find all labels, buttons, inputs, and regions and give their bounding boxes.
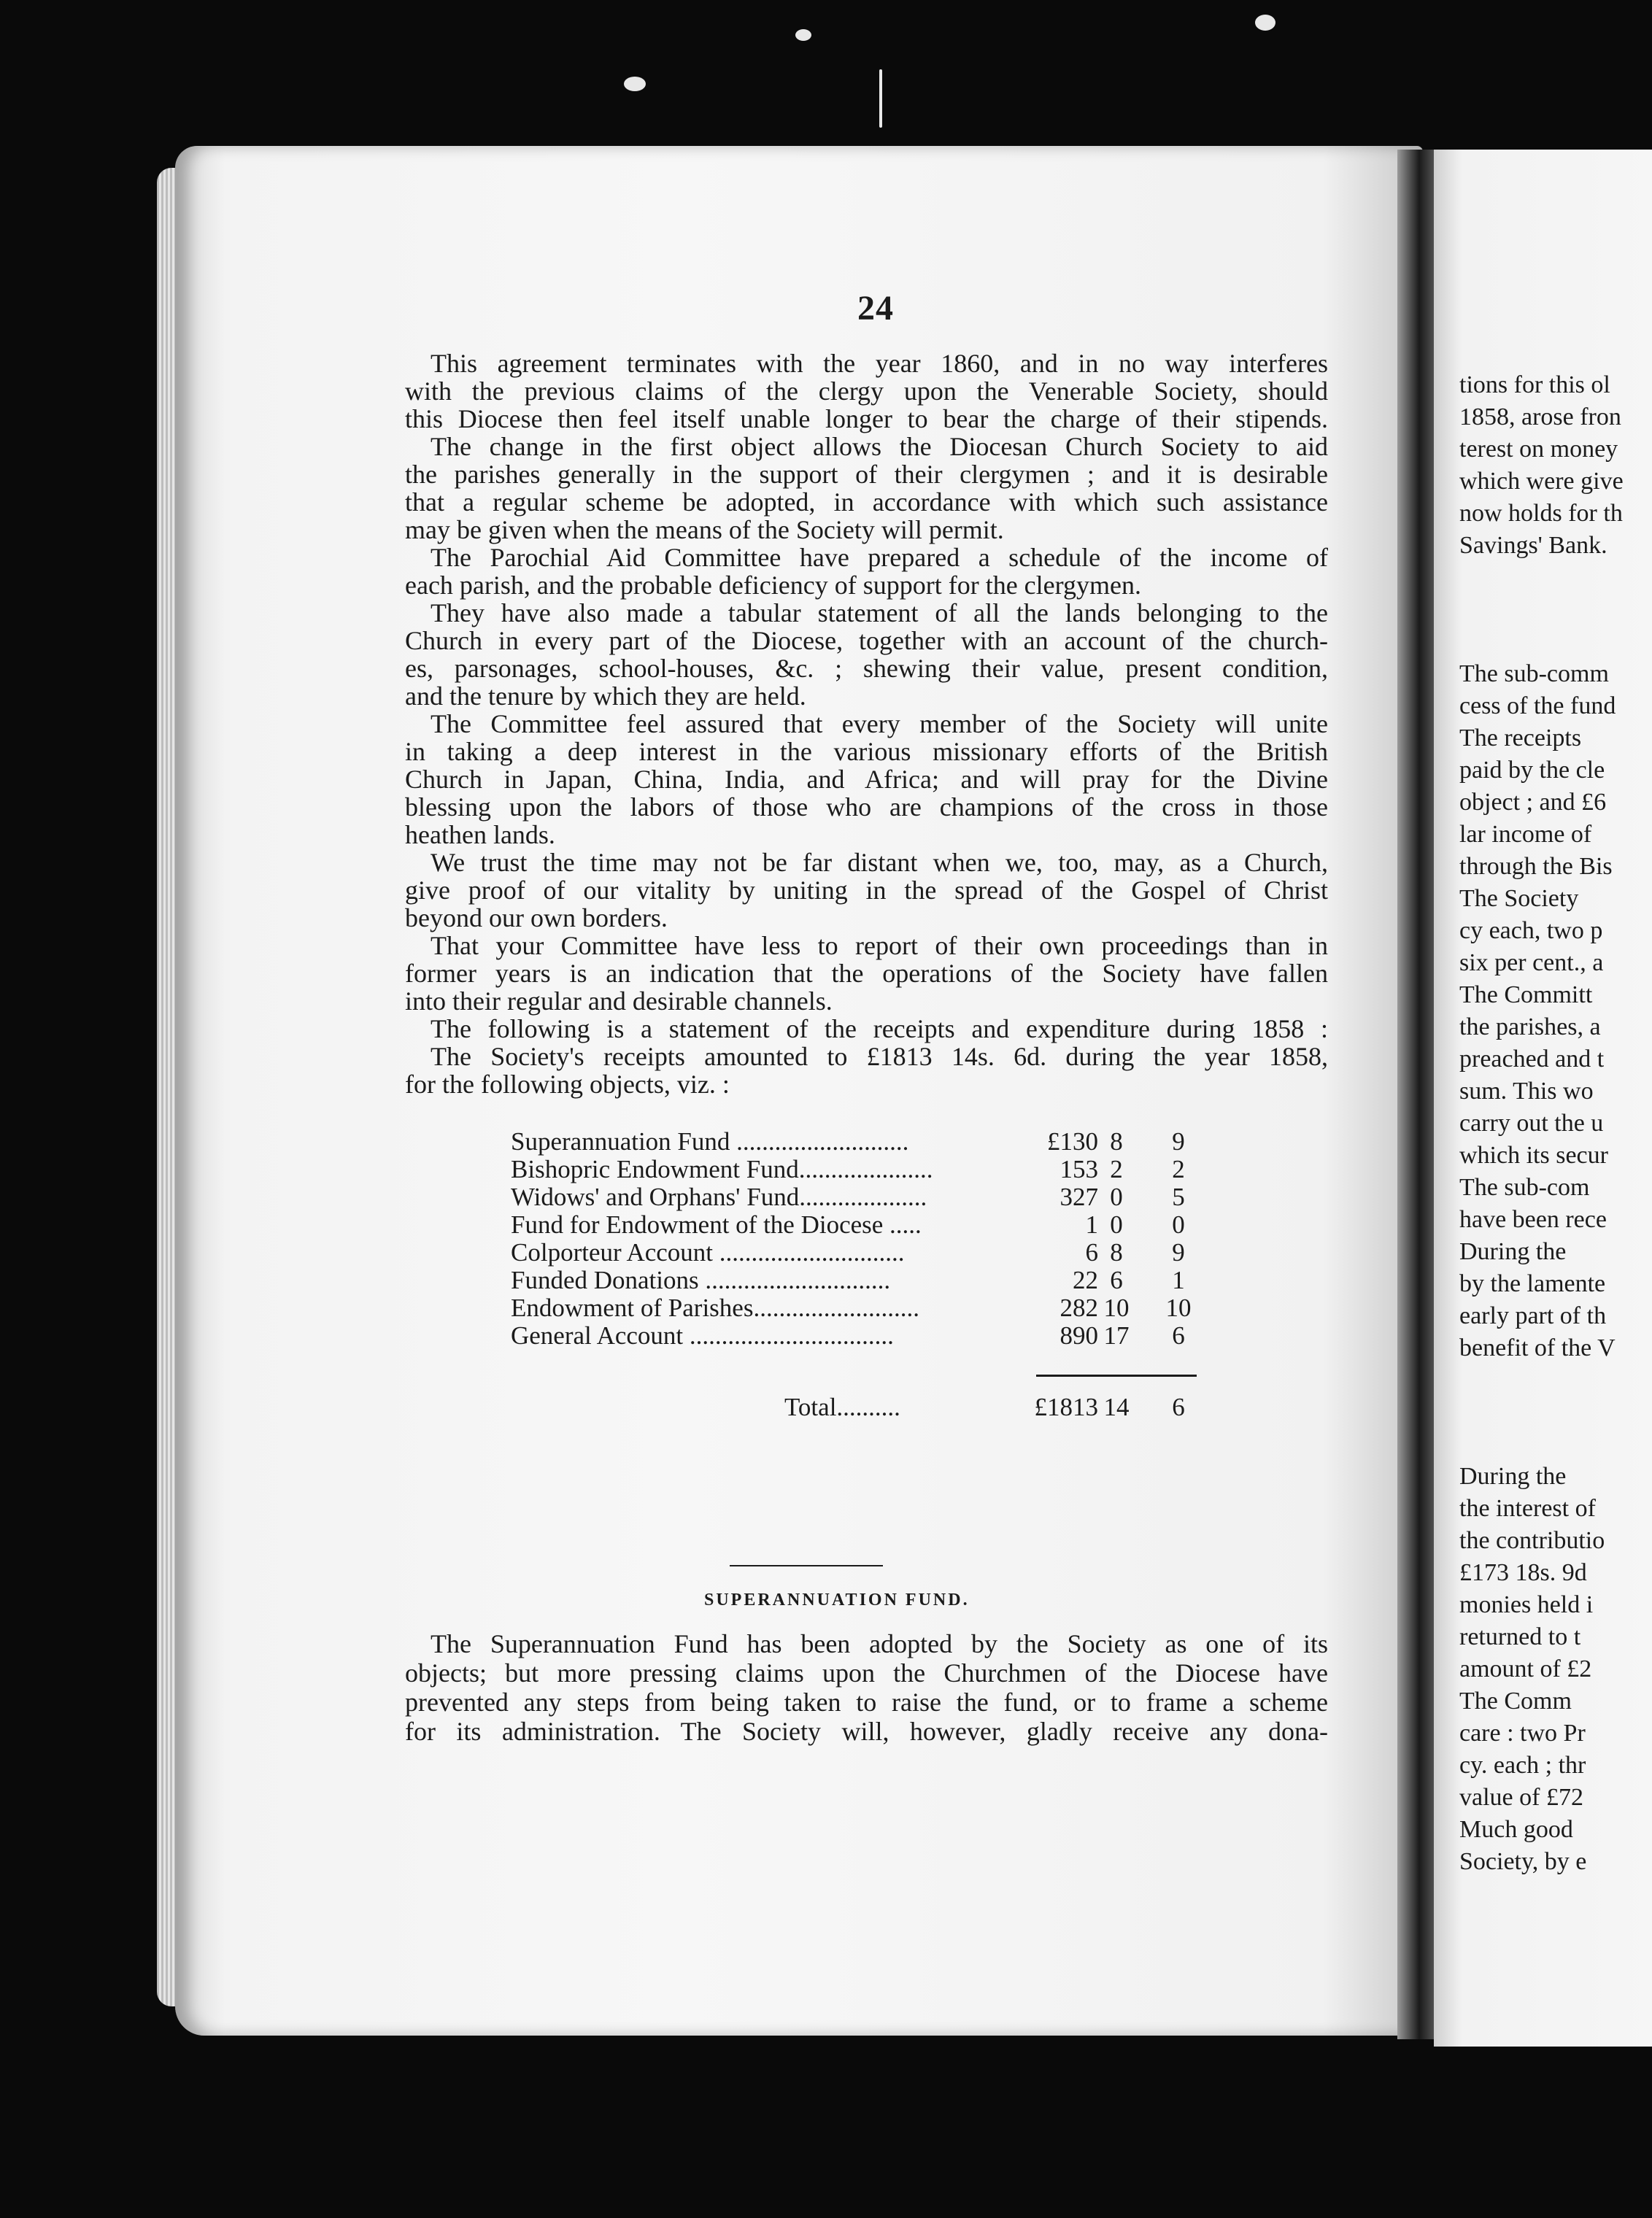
right-page-line: through the Bis xyxy=(1459,853,1613,880)
dust-speck xyxy=(795,29,811,41)
body-line: the parishes generally in the support of their clergymen ; and it is desirable xyxy=(405,460,1328,489)
receipt-label: Superannuation Fund ........................... xyxy=(511,1127,909,1156)
shillings-value: 8 xyxy=(1110,1238,1123,1267)
receipt-label: Endowment of Parishes.......................... xyxy=(511,1294,919,1322)
right-page-line: During the xyxy=(1459,1463,1567,1490)
shillings-value: 10 xyxy=(1103,1294,1130,1322)
body-line: The Committee feel assured that every member of the Society will unite xyxy=(431,709,1328,738)
section-line: The Superannuation Fund has been adopted by the Society as one of its xyxy=(431,1629,1328,1658)
right-page-line: Savings' Bank. xyxy=(1459,532,1607,559)
pence-value: 6 xyxy=(1172,1321,1185,1350)
body-line: Church in every part of the Diocese, together with an account of the church- xyxy=(405,626,1328,655)
right-page-line: which were give xyxy=(1459,468,1624,495)
pounds-value: 890 xyxy=(1059,1321,1098,1350)
shillings-value: 0 xyxy=(1110,1210,1123,1239)
body-line: give proof of our vitality by uniting in the spread of the Gospel of Christ xyxy=(405,876,1328,905)
pounds-value: £130 xyxy=(1047,1127,1098,1156)
right-page-line: carry out the u xyxy=(1459,1110,1604,1137)
right-page-line: cess of the fund xyxy=(1459,692,1616,719)
body-line: with the previous claims of the clergy upon the Venerable Society, should xyxy=(405,376,1328,406)
receipt-label: Bishopric Endowment Fund..................... xyxy=(511,1155,933,1183)
right-page-line: amount of £2 xyxy=(1459,1655,1592,1682)
receipt-label: Total.......... xyxy=(784,1393,900,1421)
section-heading: SUPERANNUATION FUND. xyxy=(704,1591,970,1610)
right-page-line: cy. each ; thr xyxy=(1459,1752,1586,1779)
right-page-line: Much good xyxy=(1459,1816,1573,1843)
right-page-line: which its secur xyxy=(1459,1142,1608,1169)
body-line: into their regular and desirable channels. xyxy=(405,986,833,1016)
right-page-line: £173 18s. 9d xyxy=(1459,1559,1587,1586)
right-page-line: the interest of xyxy=(1459,1495,1596,1522)
shillings-value: 6 xyxy=(1110,1266,1123,1294)
pence-value: 5 xyxy=(1172,1183,1185,1211)
pounds-value: 6 xyxy=(1085,1238,1098,1267)
dust-speck xyxy=(879,69,882,128)
receipt-row xyxy=(511,1294,1204,1320)
right-page-line: the parishes, a xyxy=(1459,1013,1601,1040)
right-page-line: The sub-com xyxy=(1459,1174,1590,1201)
body-line: may be given when the means of the Society will permit. xyxy=(405,515,1004,544)
body-line: former years is an indication that the operations of the Society have fallen xyxy=(405,959,1328,988)
right-page-line: lar income of xyxy=(1459,821,1592,848)
pence-value: 2 xyxy=(1172,1155,1185,1183)
right-page-line: terest on money xyxy=(1459,436,1618,463)
receipt-label: Fund for Endowment of the Diocese ..... xyxy=(511,1210,922,1239)
body-line: in taking a deep interest in the various missionary efforts of the British xyxy=(405,737,1328,766)
body-line: for the following objects, viz. : xyxy=(405,1070,730,1099)
receipt-row xyxy=(511,1266,1204,1292)
right-page-line: now holds for th xyxy=(1459,500,1623,527)
body-line: that a regular scheme be adopted, in accordance with which such assistance xyxy=(405,487,1328,517)
receipt-row xyxy=(511,1210,1204,1237)
pence-value: 10 xyxy=(1165,1294,1192,1322)
pounds-value: 1 xyxy=(1085,1210,1098,1239)
total-row xyxy=(784,1393,1204,1419)
pounds-value: 327 xyxy=(1059,1183,1098,1211)
dust-speck xyxy=(1255,15,1275,31)
receipt-label: Colporteur Account ............................. xyxy=(511,1238,905,1267)
right-page-line: value of £72 xyxy=(1459,1784,1583,1811)
section-line: for its administration. The Society will, however, gladly receive any dona- xyxy=(405,1717,1328,1746)
body-line: heathen lands. xyxy=(405,820,555,849)
body-line: The change in the first object allows the Diocesan Church Society to aid xyxy=(431,432,1328,461)
right-page-line: tions for this ol xyxy=(1459,371,1610,398)
receipt-row xyxy=(511,1238,1204,1267)
right-page-line: six per cent., a xyxy=(1459,949,1604,976)
sum-rule xyxy=(1036,1375,1197,1377)
body-line: each parish, and the probable deficiency of support for the clergymen. xyxy=(405,571,1141,600)
body-line: This agreement terminates with the year 1860, and in no way interferes xyxy=(431,349,1328,378)
right-page-line: paid by the cle xyxy=(1459,757,1605,784)
right-page-line: sum. This wo xyxy=(1459,1078,1594,1105)
body-line: this Diocese then feel itself unable longer to bear the charge of their stipends. xyxy=(405,404,1328,433)
right-page-line: returned to t xyxy=(1459,1623,1581,1650)
right-page-line: The Committ xyxy=(1459,981,1593,1008)
right-page-line: benefit of the V xyxy=(1459,1334,1616,1361)
right-page-line: The Society xyxy=(1459,885,1579,912)
pounds-value: 22 xyxy=(1073,1266,1098,1294)
pence-value: 1 xyxy=(1172,1266,1185,1294)
section-divider xyxy=(730,1565,883,1566)
body-line: That your Committee have less to report of their own proceedings than in xyxy=(431,931,1328,960)
receipt-row xyxy=(511,1127,1204,1154)
body-line: The Parochial Aid Committee have prepared a schedule of the income of xyxy=(431,543,1328,572)
receipt-row xyxy=(511,1155,1204,1181)
body-line: blessing upon the labors of those who are champions of the cross in those xyxy=(405,792,1328,822)
body-line: Church in Japan, China, India, and Africa; and will pray for the Divine xyxy=(405,765,1328,794)
body-line: They have also made a tabular statement of all the lands belonging to the xyxy=(431,598,1328,627)
pence-value: 9 xyxy=(1172,1127,1185,1156)
right-page-line: The receipts xyxy=(1459,724,1582,751)
shillings-value: 14 xyxy=(1103,1393,1130,1421)
right-page-line: The Comm xyxy=(1459,1688,1572,1715)
dust-speck xyxy=(624,77,646,91)
section-line: prevented any steps from being taken to raise the fund, or to frame a scheme xyxy=(405,1688,1328,1717)
shillings-value: 0 xyxy=(1110,1183,1123,1211)
pounds-value: £1813 xyxy=(1034,1393,1098,1421)
pounds-value: 153 xyxy=(1059,1155,1098,1183)
right-page-line: care : two Pr xyxy=(1459,1720,1586,1747)
right-page-line: The sub-comm xyxy=(1459,660,1609,687)
pence-value: 0 xyxy=(1172,1210,1185,1239)
shillings-value: 17 xyxy=(1103,1321,1130,1350)
right-page-line: have been rece xyxy=(1459,1206,1607,1233)
right-page-line: early part of th xyxy=(1459,1302,1607,1329)
right-page-line: cy each, two p xyxy=(1459,917,1603,944)
shillings-value: 8 xyxy=(1110,1127,1123,1156)
section-line: objects; but more pressing claims upon the Churchmen of the Diocese have xyxy=(405,1658,1328,1688)
body-line: We trust the time may not be far distant when we, too, may, as a Church, xyxy=(431,848,1328,877)
body-line: beyond our own borders. xyxy=(405,903,668,932)
receipt-label: General Account ................................ xyxy=(511,1321,894,1350)
pence-value: 9 xyxy=(1172,1238,1185,1267)
pence-value: 6 xyxy=(1172,1393,1185,1421)
receipt-row xyxy=(511,1183,1204,1209)
receipt-row xyxy=(511,1321,1204,1348)
right-page-line: 1858, arose fron xyxy=(1459,403,1621,430)
right-page-line: preached and t xyxy=(1459,1046,1605,1073)
page-number: 24 xyxy=(857,289,894,328)
receipt-label: Widows' and Orphans' Fund.................... xyxy=(511,1183,927,1211)
receipt-label: Funded Donations ............................. xyxy=(511,1266,891,1294)
body-line: The following is a statement of the receipts and expenditure during 1858 : xyxy=(431,1014,1328,1043)
right-page-line: During the xyxy=(1459,1238,1567,1265)
right-page-line: by the lamente xyxy=(1459,1270,1606,1297)
body-line: and the tenure by which they are held. xyxy=(405,681,806,711)
shillings-value: 2 xyxy=(1110,1155,1123,1183)
right-page-line: monies held i xyxy=(1459,1591,1594,1618)
right-page-line: Society, by e xyxy=(1459,1848,1587,1875)
body-line: es, parsonages, school-houses, &c. ; shewing their value, present condition, xyxy=(405,654,1328,683)
pounds-value: 282 xyxy=(1059,1294,1098,1322)
right-page-line: the contributio xyxy=(1459,1527,1605,1554)
right-page-line: object ; and £6 xyxy=(1459,789,1607,816)
body-line: The Society's receipts amounted to £1813 14s. 6d. during the year 1858, xyxy=(431,1042,1328,1071)
